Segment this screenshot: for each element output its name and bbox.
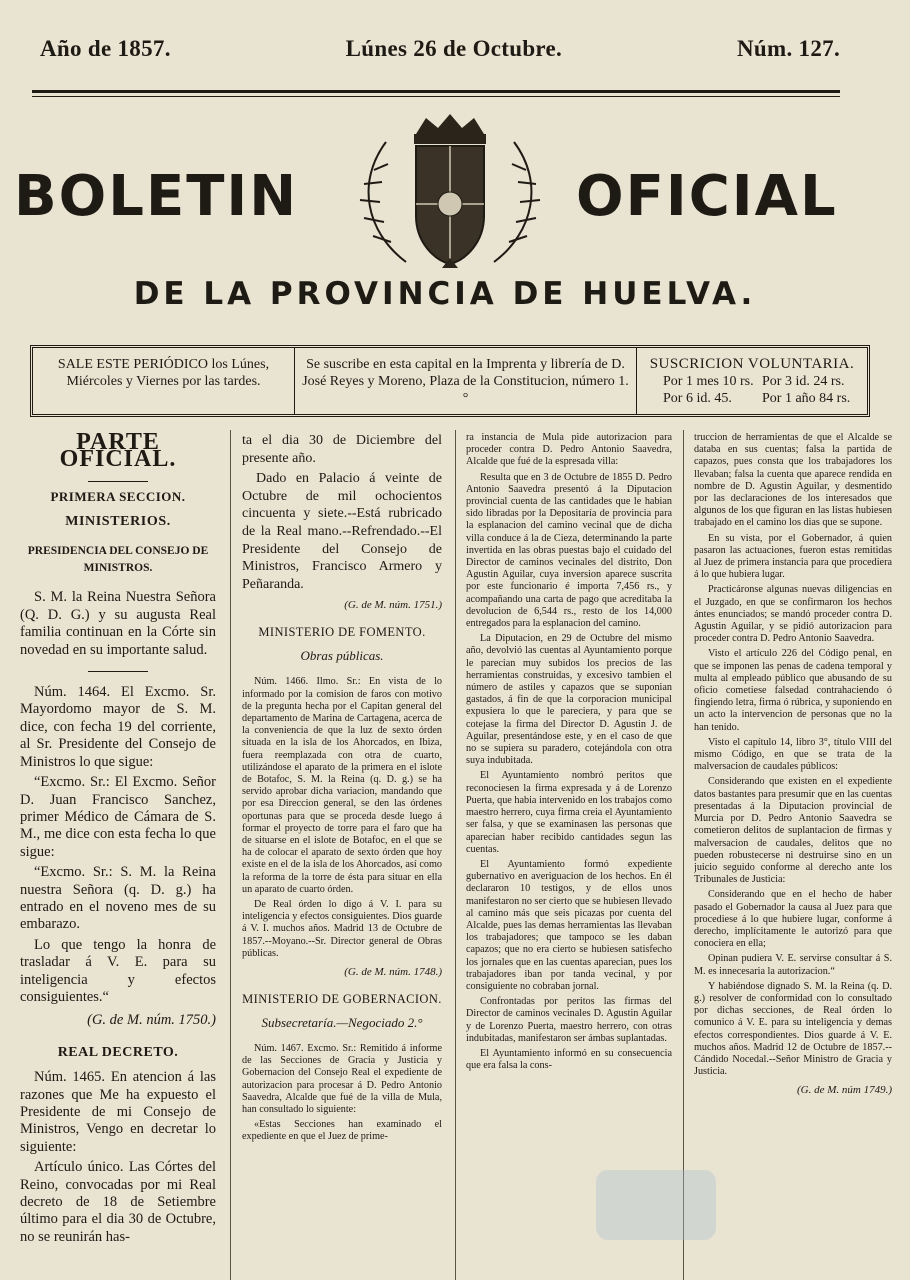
subsecretaria-subheading: Subsecretaría.—Negociado 2.° [261,1015,423,1031]
article-paragraph: El Ayuntamiento nombró peritos que reconociesen la firma expresada y á de Lorenzo Puerta, que habia intervenido en los trabajos como maestro herrero, cuya firma creia el Ayuntamiento ser falsa, y que se examinasen las personas que aparecian haber recibido cantidades segun las cuentas. [466,770,672,855]
coat-of-arms-emblem [346,112,554,272]
header-rule [32,90,840,93]
issue-number: Núm. 127. [736,36,840,61]
subscription-prices [637,348,867,414]
gazette-reference: (G. de M. núm. 1750.) [87,1012,216,1029]
issue-date: Lúnes 26 de Octubre. [345,36,563,61]
price-item: Por 1 año 84 rs. [762,391,851,406]
subscription-title: SUSCRICION VOLUNTARIA. [649,356,855,372]
column-divider [455,430,456,1280]
article-paragraph: Visto el artículo 226 del Código penal, en que se imponen las penas de cadena temporal y multa al empleado público que abusando de su oficio cometiese falsedad contrahaciendo ó fingiendo letra, firma ó rúbrica, y suponiendo en un acto la intervencion de personas que no la han tenido. [694,648,892,733]
article-paragraph: Núm. 1467. Excmo. Sr.: Remitido á informe de las Secciones de Gracia y Justicia y Gobernacion del Consejo Real el expediente de autorizacion para procesar á D. Pedro Antonio Saavedra, Alcalde que fué de la villa de Mula, han consultado lo siguiente: [242,1043,442,1116]
obras-publicas-subheading: Obras públicas. [300,648,384,664]
article-paragraph: Resulta que en 3 de Octubre de 1855 D. Pedro Antonio Saavedra presentó á la Diputacion provincial cuenta de las cantidades que le habian sido libradas por la Depositaría de provincia para la esplanacion del camino vecinal que de dicha villa conduce á la de Cieza, determinando la parte invertida en las obras puestas bajo el cuidado del Director de caminos vecinales del distrito, Don Agustin Aguilar, cuya inversion aparece suscrita por este funcionario é importa 7,456 rs., y acompañando una carta de pago que acreditaba la devolucion de 6,544 rs., resto de los 14,000 entregados para la esplanacion del camino. [466,471,672,630]
price-grid [643,373,861,407]
ministries-heading: MINISTERIOS. [65,514,171,530]
article-paragraph: El Ayuntamiento formó expediente gubernativo en averiguacion de los hechos. En él declararon 10 testigos, y de ellos unos manifestaron no ser cierto que se hubiesen llevado al camino más que seis picazas por cuenta del Alcalde, pues las demas herramientas las llevaban los trabajadores; que tampoco se les daban capazos; que no era cierto se hubiesen satisfecho los jornales que en las cuentas aparecian, pues los trabajadores iban por tanda vecinal, y por consiguiente no cobraban jornal. [466,858,672,992]
article-paragraph: S. M. la Reina Nuestra Señora (Q. D. G.) y su augusta Real familia continuan en la Córte sin novedad en su importante salud. [20,589,216,658]
article-paragraph: Núm. 1466. Ilmo. Sr.: En vista de lo informado por la comision de faros con motivo de la pregunta hecha por el Capitan general del departamento de Marina de Cartagena, acerca de la conveniencia de que la luz de sexto órden situada en la isla de los Ahorcados, en Ibiza, fuera reemplazada con otra de cuarto, utilizándose el aparato de la primera en el islote de Botafoc, S. M. la Reina (q. D. g.) se ha servido aprobar dicha variacion, mandando que por esa Direccion general, se den las órdenes oportunas para que se proceda desde luego á formar el proyecto de torre para el faro que ha de situarse en el islote de Botafoc, en el que se ha de colocar el aparato de sexto órden que hoy existe en el de la isla de los Ahorcados, así como la reforma de la torre de ésta para situar en ella un aparato de cuarto órden. [242,676,442,895]
article-paragraph: Confrontadas por peritos las firmas del Director de caminos vecinales D. Agustin Aguilar y de Lorenzo Puerta, maestro herrero, con otras indubitadas, manifestaron ser ámbas suplantadas. [466,996,672,1044]
column-1 [20,432,216,1274]
section-heading: PRIMERA SECCION. [50,488,186,504]
article-paragraph: Artículo único. Las Córtes del Reino, convocadas por mi Real decreto de 18 de Setiembre último para el dia 30 de Octubre, no se reunirán has- [20,1159,216,1245]
article-paragraph: «Estas Secciones han examinado el expediente en que el Juez de prime- [242,1119,442,1143]
decree-heading: REAL DECRETO. [57,1044,179,1060]
article-paragraph: “Excmo. Sr.: El Excmo. Señor D. Juan Francisco Sanchez, primer Médico de Cámara de S. M., me dice con esta fecha lo que sigue: [20,774,216,860]
masthead-word-oficial: OFICIAL [576,164,838,229]
header-line [40,36,840,62]
masthead-word-boletin: BOLETIN [14,164,299,229]
issue-year: Año de 1857. [40,36,171,61]
article-paragraph: ta el dia 30 de Diciembre del presente año. [242,433,442,466]
price-item: Por 1 mes 10 rs. [663,374,754,389]
article-paragraph: Núm. 1464. El Excmo. Sr. Mayordomo mayor de S. M. dice, con fecha 19 del corriente, al Sr. Presidente del Consejo de Ministros lo que sigue: [20,684,216,770]
ministry-gobernacion-heading: MINISTERIO DE GOBERNACION. [242,992,442,1007]
article-paragraph: Lo que tengo la honra de trasladar á V. E. para su inteligencia y efectos consiguientes.“ [20,936,216,1005]
article-paragraph: Considerando que en el hecho de haber pasado el Gobernador la causa al Juez para que procediese á lo que hubiere lugar, conforme á derecho, implícitamente le autorizó para que conociera en ella; [694,889,892,950]
column-2 [242,432,442,1274]
masthead-subtitle: DE LA PROVINCIA DE HUELVA. [133,276,757,312]
presidency-heading: PRESIDENCIA DEL CONSEJO DE MINISTROS. [27,544,209,575]
article-paragraph: truccion de herramientas de que el Alcalde se databa en sus cuentas; falsa la partida de capazos, pues consta que los trabajadores los llevaban; falsa la cuenta que aparece rendida en nombre de D. Agustin Aguilar, y desmentido por las declaraciones de los interesados que algunos de los que figuran en las listas hubiesen trabajado en el camino los dias que se supone. [694,432,892,529]
gazette-reference: (G. de M. núm 1749.) [796,1084,892,1097]
article-paragraph: Visto el capítulo 14, libro 3°, título VIII del mismo Código, en que se trata de la malversacion de caudales públicos: [694,736,892,773]
gazette-reference: (G. de M. núm. 1748.) [344,966,442,979]
article-paragraph: La Diputacion, en 29 de Octubre del mismo año, devolvió las cuentas al Ayuntamiento porque le parecian muy subidos los precios de las herramientas construidas, y excesivo tambien el número de astiles y capazos que se suponian gastados, á fin de que la corporacion municipal expusiera lo que le pareciera, y para que se cotejase la firma del Director D. Agustin J. de Aguilar, presentándose este, y en el caso de que no se supiera su paradero, cotejándola con otra suya indubitada. [466,633,672,767]
column-divider [230,430,231,1280]
subscription-info-box [30,345,870,417]
library-stamp-mark [596,1170,716,1240]
ministry-fomento-heading: MINISTERIO DE FOMENTO. [258,625,426,640]
article-paragraph: En su vista, por el Gobernador, á quien pasaron las actuaciones, fueron estas remitidas al Juez de primera instancia para que procediera á lo que hubiera lugar. [694,532,892,581]
price-item: Por 6 id. 45. [663,391,732,406]
header-rule-thin [32,96,840,97]
column-3 [466,432,672,1274]
article-paragraph: El Ayuntamiento informó en su consecuencia que era falsa la cons- [466,1047,672,1072]
column-divider [683,430,684,1280]
ornament-rule [88,481,148,482]
subscription-location: Se suscribe en esta capital en la Imprenta y librería de D. José Reyes y Moreno, Plaza de la Constitucion, número 1.° [295,348,637,414]
article-paragraph: Opinan pudiera V. E. servirse consultar á S. M. es innecesaria la autorizacion.“ [694,953,892,977]
article-paragraph: Y habiéndose dignado S. M. la Reina (q. D. g.) resolver de conformidad con lo consultado por dichas secciones, de Real órden lo comunico á V. E. para su inteligencia y demas efectos correspondientes. Dios guarde á V. E. muchos años. Madrid 12 de Octubre de 1857.--Cándido Nocedal.--Señor Ministro de Gracia y Justicia. [694,980,892,1078]
parte-oficial-heading: PARTE OFICIAL. [59,432,177,473]
article-paragraph: Practicáronse algunas nuevas diligencias en el Juzgado, en que se confirmaron los hechos ántes enunciados; se mandó proceder contra D. Agustin Aguilar, y se pidió autorizacion para proceder contra D. Pedro Antonio Saavedra. [694,584,892,645]
publication-schedule: SALE ESTE PERIÓDICO los Lúnes, Miércoles y Viernes por las tardes. [33,348,295,414]
ornament-rule [88,671,148,672]
article-paragraph: De Real órden lo digo á V. I. para su inteligencia y efectos consiguientes. Dios guarde á V. I. muchos años. Madrid 13 de Octubre de 1857.--Moyano.--Sr. Director general de Obras públicas. [242,899,442,959]
article-paragraph: ra instancia de Mula pide autorizacion para proceder contra D. Pedro Antonio Saavedra, Alcalde que fué de la espresada villa: [466,432,672,468]
price-item: Por 3 id. 24 rs. [762,374,845,389]
gazette-reference: (G. de M. núm. 1751.) [344,599,442,612]
article-paragraph: Núm. 1465. En atencion á las razones que Me ha expuesto el Presidente de mi Consejo de Ministros, Vengo en decretar lo siguiente: [20,1069,216,1155]
article-paragraph: Dado en Palacio á veinte de Octubre de mil ochocientos cincuenta y siete.--Está rubricado de la Real mano.--Refrendado.--El Presidente del Consejo de Ministros, Francisco Armero y Peñaranda. [242,471,442,592]
column-4 [694,432,892,1274]
article-paragraph: Considerando que existen en el expediente datos bastantes para presumir que en las cuentas presentadas á la Diputacion provincial de Murcia por D. Pedro Antonio Saavedra se cometieron delitos de suplantacion de firmas y malversacion de caudales, delitos que no pueden robustecerse ni destruirse sino en un juicio seguido conforme al derecho ante los Tribunales de Justicia: [694,776,892,886]
article-paragraph: “Excmo. Sr.: S. M. la Reina nuestra Señora (q. D. g.) ha entrado en el noveno mes de su embarazo. [20,864,216,933]
